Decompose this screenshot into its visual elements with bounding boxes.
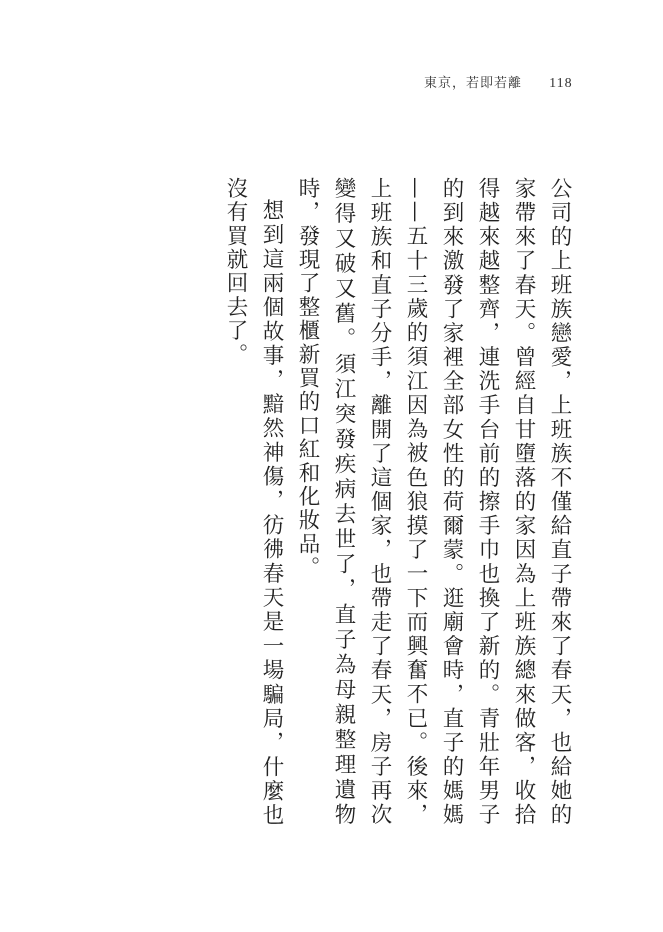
body-text	[217, 177, 577, 827]
running-header	[424, 72, 573, 92]
paragraph-1: 公司的上班族戀愛，上班族不僅給直子帶來了春天，也給她的家帶來了春天。曾經自甘墮落的家因為上班族總來做客，收拾得越來越整齊，連洗手台前的擦手巾也換了新的。青壯年男子的到來激發了家裡全部女性的荷爾蒙。逛廟會時，直子的媽媽——五十三歲的須江因為被色狼摸了一下而興奮不已。後來，上班族和直子分手，離開了這個家，也帶走了春天，房子再次變得又破又舊。須江突發疾病去世了，直子為母親整理遺物時，發現了整櫃新買的口紅和化妝品。	[295, 177, 572, 827]
page-number: 118	[549, 76, 573, 91]
book-title: 東京，若即若離	[424, 76, 523, 91]
paragraph-2: 想到這兩個故事，黯然神傷，彷彿春天是一場騙局，什麼也沒有買就回去了。	[223, 177, 284, 827]
